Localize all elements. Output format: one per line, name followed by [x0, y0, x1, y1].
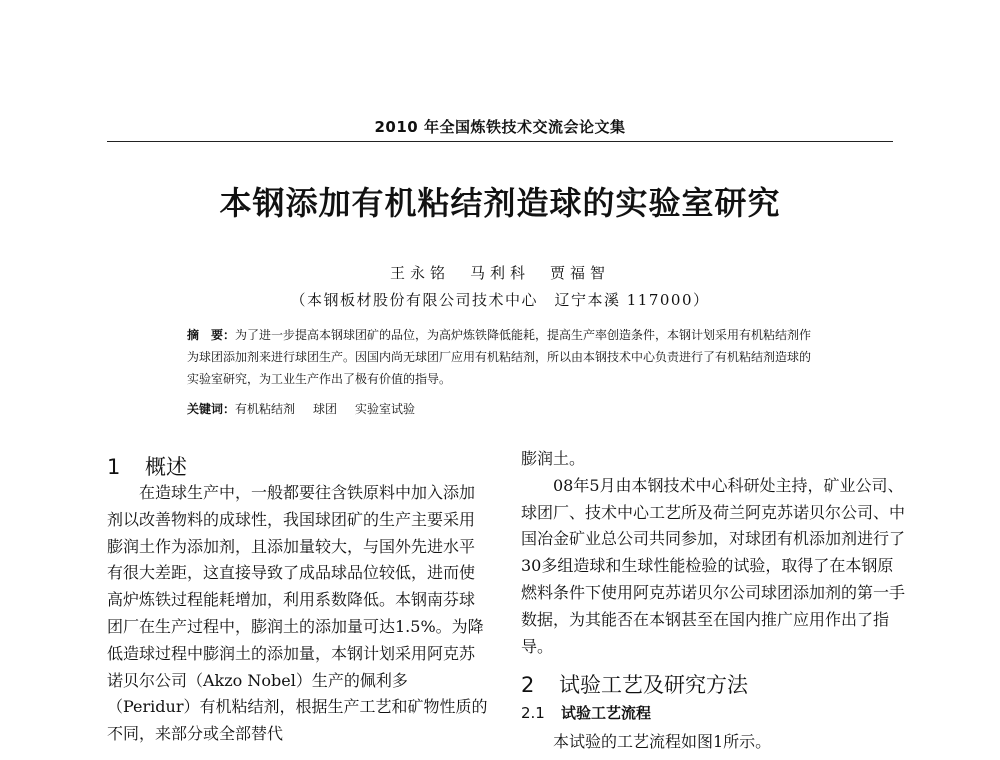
- subsection-2-1-body: [521, 729, 905, 756]
- paragraph: 08年5月由本钢技术中心科研处主持，矿业公司、球团厂、技术中心工艺所及荷兰阿克苏诺贝尔公司、中国冶金矿业总公司共同参加，对球团有机添加剂进行了30多组造球和生球性能检验的试验，取得了在本钢原燃料条件下使用阿克苏诺贝尔公司球团添加剂的第一手数据，为其能否在本钢甚至在国内推广应用作出了指导。: [521, 475, 906, 656]
- keyword: 球团: [313, 402, 338, 416]
- keyword: 有机粘结剂: [235, 402, 296, 416]
- author-list: 王永铭 马利科 贾福智: [389, 264, 610, 282]
- abstract-label: 摘 要：: [187, 328, 236, 342]
- keyword: 实验室试验: [355, 402, 416, 416]
- section-number: 1: [107, 455, 121, 479]
- author-affiliation: （本钢板材股份有限公司技术中心 辽宁本溪 117000）: [290, 291, 710, 309]
- running-header: 2010 年全国炼铁技术交流会论文集: [374, 118, 626, 136]
- section-title: 试验工艺及研究方法: [559, 673, 748, 697]
- section-2-heading: [521, 669, 748, 699]
- paper-title: 本钢添加有机粘结剂造球的实验室研究: [219, 184, 781, 222]
- subsection-number: 2.1: [521, 704, 545, 722]
- right-column-body: [521, 446, 905, 660]
- section-title: 概述: [145, 455, 187, 479]
- section-1-heading: [107, 451, 187, 481]
- section-1-body: [107, 480, 490, 748]
- header-rule: [107, 141, 893, 142]
- paragraph-continuation: 膨润土。: [521, 449, 586, 468]
- keywords: [187, 400, 415, 417]
- keywords-label: 关键词：: [187, 402, 236, 416]
- section-number: 2: [521, 673, 535, 697]
- subsection-2-1-heading: [521, 702, 651, 723]
- paragraph: 本试验的工艺流程如图1所示。: [553, 732, 772, 751]
- paragraph: 在造球生产中，一般都要往含铁原料中加入添加剂以改善物料的成球性，我国球团矿的生产主要采用膨润土作为添加剂，且添加量较大，与国外先进水平有很大差距，这直接导致了成品球品位较低，进而使高炉炼铁过程能耗增加，利用系数降低。本钢南芬球团厂在生产过程中，膨润土的添加量可达1.5%。为降低造球过程中膨润土的添加量，本钢计划采用阿克苏诺贝尔公司（Akzo Nobel）生产的佩利多（Peridur）有机粘结剂，根据生产工艺和矿物性质的不同，来部分或全部替代: [107, 483, 488, 744]
- subsection-title: 试验工艺流程: [561, 704, 652, 722]
- abstract: [187, 324, 813, 390]
- abstract-text: 为了进一步提高本钢球团矿的品位，为高炉炼铁降低能耗，提高生产率创造条件，本钢计划采用有机粘结剂作为球团添加剂来进行球团生产。因国内尚无球团厂应用有机粘结剂，所以由本钢技术中心负责进行了有机粘结剂造球的实验室研究，为工业生产作出了极有价值的指导。: [187, 328, 812, 386]
